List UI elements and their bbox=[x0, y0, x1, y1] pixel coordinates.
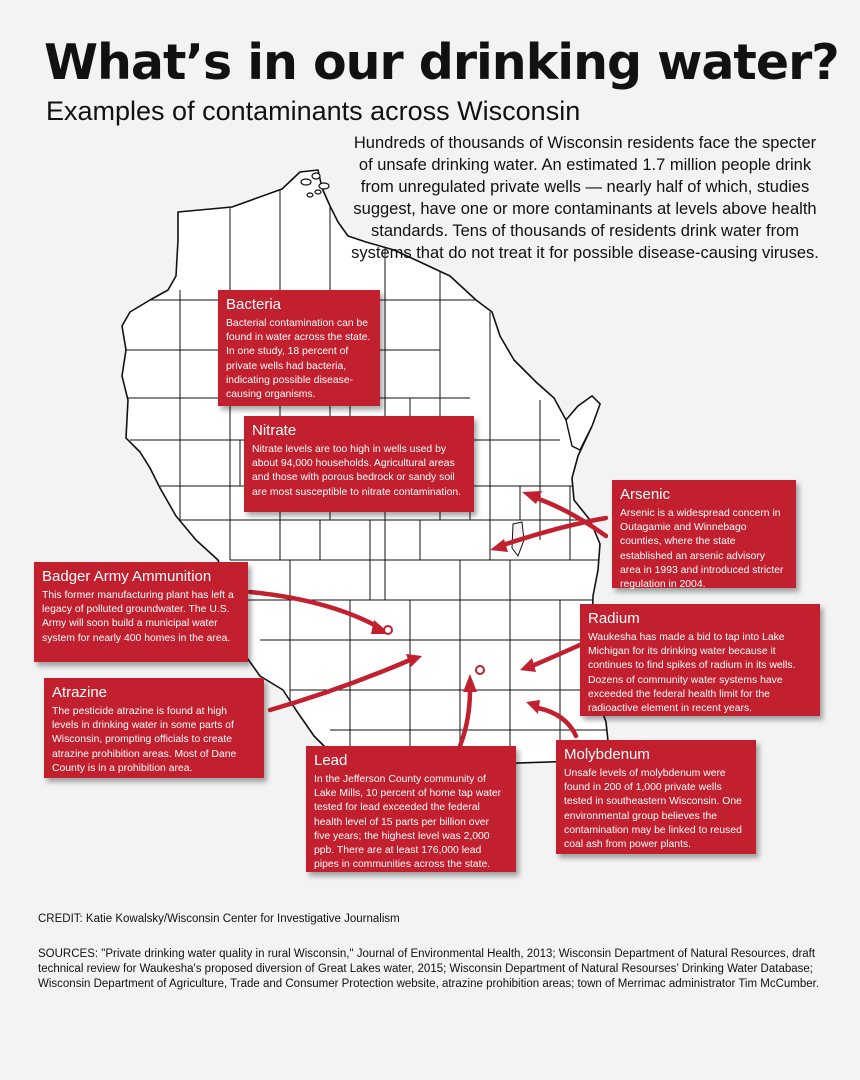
callout-radium bbox=[580, 604, 820, 716]
callout-badger-army-ammunition bbox=[34, 562, 248, 662]
callout-nitrate bbox=[244, 416, 474, 512]
credit-line: CREDIT: Katie Kowalsky/Wisconsin Center for Investigative Journalism bbox=[38, 913, 400, 925]
lake-mills-marker bbox=[476, 666, 484, 674]
callout-bacteria-text: Bacterial contamination can be found in water across the state. In one study, 18 percent of private wells had bacteria, indicating possible disease-causing organisms. bbox=[226, 318, 371, 401]
callout-lead bbox=[306, 746, 516, 872]
page-title: What’s in our drinking water? bbox=[44, 34, 839, 91]
callout-molybdenum-title: Molybdenum bbox=[564, 746, 650, 763]
callout-nitrate-text: Nitrate levels are too high in wells used by about 94,000 households. Agricultural areas and those with porous bedrock or sandy soil are most susceptible to nitrate contamination. bbox=[252, 444, 462, 498]
intro-paragraph: Hundreds of thousands of Wisconsin residents face the specter of unsafe drinking water. An estimated 1.7 million people drink from unregulated private wells — nearly half of which, studies suggest, have one or more contaminants at levels above health standards. Tens of thousands of residents drink water from systems that do not treat it for possible disease-causing viruses. bbox=[351, 134, 819, 262]
callout-molybdenum bbox=[556, 740, 756, 854]
callout-radium-text: Waukesha has made a bid to tap into Lake Michigan for its drinking water because it continues to find spikes of radium in its wells. Dozens of community water systems have exceeded the federal health limit for the radioactive element in recent years. bbox=[588, 632, 796, 715]
callout-nitrate-title: Nitrate bbox=[252, 422, 297, 439]
callout-radium-title: Radium bbox=[588, 610, 640, 627]
callout-arsenic bbox=[612, 480, 796, 591]
page-subtitle: Examples of contaminants across Wisconsin bbox=[46, 96, 581, 126]
callout-lead-text: In the Jefferson County community of Lake Mills, 10 percent of home tap water tested for lead exceeded the federal health level of 15 parts per billion over five years; the highest level was 2,000 ppb. There are at least 176,000 lead pipes in communities across the state. bbox=[314, 774, 502, 871]
sources-note: SOURCES: "Private drinking water quality in rural Wisconsin," Journal of Environmental Health, 2013; Wisconsin Department of Natural Resources, draft technical review for Waukesha's proposed diversion of Great Lakes water, 2015; Wisconsin Department of Natural Resourses’ Drinking Water Database; Wisconsin Department of Agriculture, Trade and Consumer Protection website, atrazine prohibition areas; town of Merrimac administrator Tim McCumber. bbox=[38, 948, 820, 990]
callout-badger-title: Badger Army Ammunition bbox=[42, 568, 212, 585]
callout-atrazine-text: The pesticide atrazine is found at high levels in drinking water in some parts of Wisconsin, prompting officials to create atrazine prohibition areas. Most of Dane County is in a prohibition area. bbox=[52, 706, 237, 774]
callout-molybdenum-text: Unsafe levels of molybdenum were found in 200 of 1,000 private wells tested in southeastern Wisconsin. One environmental group believes the contamination may be linked to reused coal ash from power plants. bbox=[564, 768, 742, 851]
callout-badger-text: This former manufacturing plant has left a legacy of polluted groundwater. The U.S. Army will soon build a municipal water system for nearly 400 homes in the area. bbox=[42, 590, 234, 644]
callout-arsenic-text: Arsenic is a widespread concern in Outagamie and Winnebago counties, where the state established an arsenic advisory area in 1993 and introduced stricter regulation in 2004. bbox=[620, 508, 784, 591]
callout-atrazine bbox=[44, 678, 264, 778]
callout-atrazine-title: Atrazine bbox=[52, 684, 108, 701]
callout-bacteria bbox=[218, 290, 380, 406]
callout-arsenic-title: Arsenic bbox=[620, 486, 671, 503]
callout-bacteria-title: Bacteria bbox=[226, 296, 282, 313]
badger-site-marker bbox=[384, 626, 392, 634]
door-peninsula bbox=[566, 396, 600, 450]
callout-lead-title: Lead bbox=[314, 752, 348, 769]
